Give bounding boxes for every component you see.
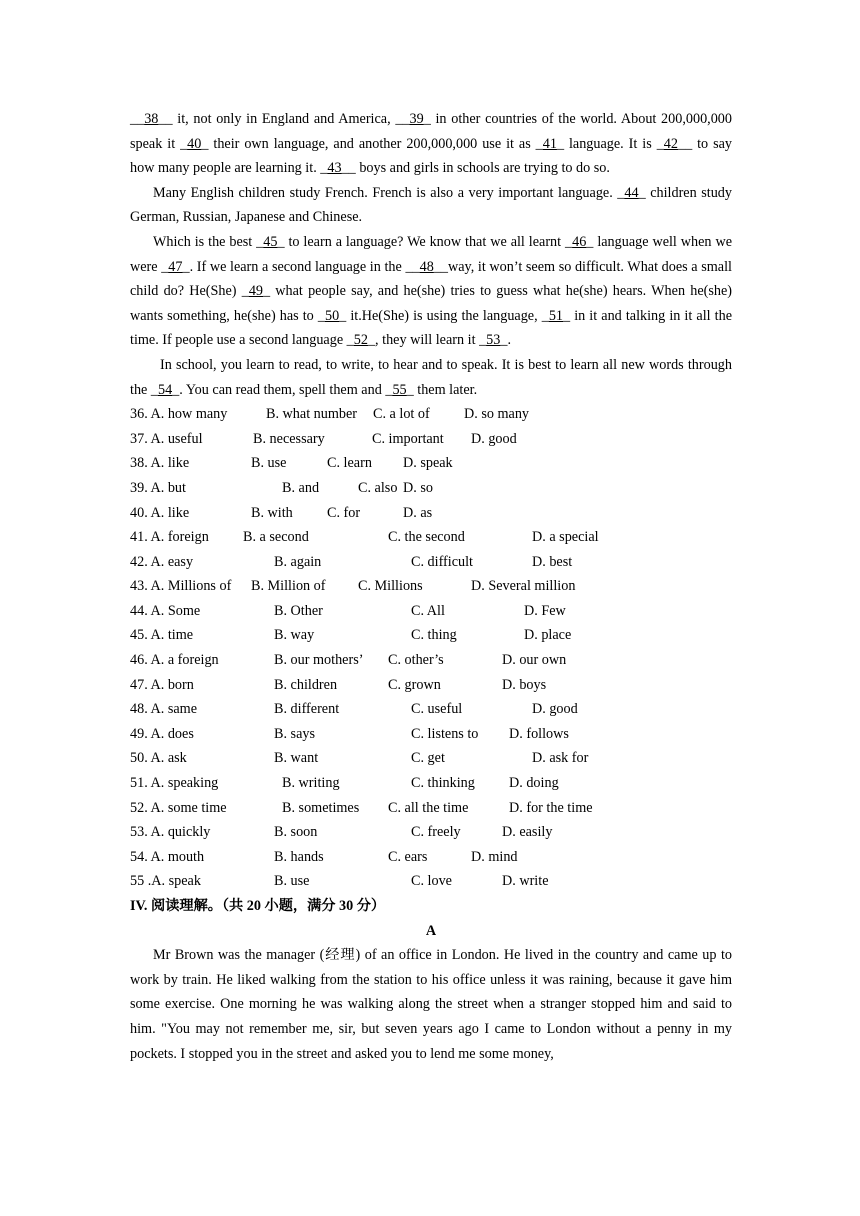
text: boys and girls in schools are trying to do so. bbox=[355, 160, 610, 177]
text: what people say, and he(she) tries to guess what he(she) hears. When he(she) wants something, he(she) has to bbox=[130, 283, 732, 324]
option-d: D. Several million bbox=[471, 578, 576, 595]
blank-46: 46 bbox=[572, 233, 587, 250]
blank-48: 48 bbox=[419, 258, 434, 275]
options-list bbox=[130, 402, 732, 894]
blank-39: 39 bbox=[409, 111, 424, 127]
blank-50: 50 bbox=[324, 307, 340, 324]
text: it, not only in England and America, bbox=[172, 111, 396, 127]
option-d: D. a special bbox=[532, 529, 599, 546]
passage-paragraph-2: Many English children study French. French is also a very important language. _44_ children study German, Russian, Japanese and Chinese. bbox=[130, 184, 732, 226]
option-b: B. use bbox=[274, 873, 310, 890]
option-row bbox=[130, 574, 732, 599]
option-c: C. thing bbox=[411, 627, 457, 644]
option-d: D. so many bbox=[464, 406, 530, 423]
option-a: 40. A. like bbox=[130, 504, 190, 521]
option-c: C. learn bbox=[327, 455, 372, 472]
text: in other countries of the world. About 200,000,000 speak it bbox=[130, 111, 732, 152]
option-a: 45. A. time bbox=[130, 627, 194, 644]
text: way, it won’t seem so difficult. What does a small child do? He(She) bbox=[130, 258, 732, 300]
blank-41: 41 bbox=[542, 135, 557, 152]
text: . You can read them, spell them and bbox=[179, 381, 386, 398]
option-a: 49. A. does bbox=[130, 725, 194, 742]
text: their own language, and another 200,000,000 use it as bbox=[208, 135, 536, 152]
blank-54: 54 bbox=[157, 381, 173, 398]
passage-paragraph-3: Which is the best _45_ to learn a language? We know that we all learnt _46_ language well when we were _47_. If we learn a second language in the __48__way, it won’t seem so difficult. What does a small child do? He(She) _49_ what people say, and he(she) tries to guess what he(she) hears. When he(she) wants something, he(she) has to _50_ it.He(She) is using the language, _51_ in it and talking in it all the time. If people use a second language _52_, they will learn it _53_. bbox=[130, 233, 732, 349]
option-c: C. difficult bbox=[411, 553, 474, 570]
option-a: 53. A. quickly bbox=[130, 824, 211, 841]
text: children study German, Russian, Japanese and Chinese. bbox=[130, 184, 732, 226]
passage-paragraph-4: In school, you learn to read, to write, to hear and to speak. It is best to learn all new words through the _54_. You can read them, spell them and _55_ them later. bbox=[130, 356, 732, 398]
passage-paragraph-1: __38__ it, not only in England and America, __39_ in other countries of the world. About 200,000,000 speak it _40_ their own language, and another 200,000,000 use it as _41_ language. It is _42__ to say how many people are learning it. _43__ boys and girls in schools are trying to do so. bbox=[130, 111, 733, 177]
option-b: B. hands bbox=[274, 848, 324, 865]
option-a: 52. A. some time bbox=[130, 799, 227, 816]
option-d: D. place bbox=[524, 627, 572, 644]
option-d: D. Few bbox=[524, 602, 566, 619]
option-c: C. grown bbox=[388, 676, 441, 693]
blank-53: 53 bbox=[486, 332, 501, 349]
option-c: C. listens to bbox=[411, 725, 479, 742]
option-a: 48. A. same bbox=[130, 701, 197, 718]
option-a: 36. A. how many bbox=[130, 406, 228, 423]
subsection-title: A bbox=[425, 922, 437, 939]
blank-44: 44 bbox=[624, 184, 639, 201]
option-b: B. sometimes bbox=[282, 799, 360, 816]
option-d: D. ask for bbox=[532, 750, 589, 767]
option-d: D. for the time bbox=[509, 799, 593, 816]
option-d: D. as bbox=[403, 504, 433, 521]
option-c: C. the second bbox=[388, 529, 465, 546]
option-a: 46. A. a foreign bbox=[130, 652, 219, 669]
option-a: 38. A. like bbox=[130, 455, 190, 472]
option-b: B. again bbox=[274, 553, 322, 570]
blank-42: 42 bbox=[663, 135, 678, 152]
option-a: 37. A. useful bbox=[130, 430, 203, 447]
option-row bbox=[130, 427, 732, 452]
text: . bbox=[507, 332, 511, 349]
option-row bbox=[130, 648, 732, 673]
option-c: C. important bbox=[372, 430, 444, 447]
option-a: 54. A. mouth bbox=[130, 848, 205, 865]
text: language. It is bbox=[564, 135, 657, 152]
text: to say how many people are learning it. bbox=[130, 135, 733, 177]
option-c: C. a lot of bbox=[373, 406, 430, 423]
option-c: C. other’s bbox=[388, 652, 444, 669]
blank-47: 47 bbox=[168, 258, 183, 275]
option-b: B. necessary bbox=[253, 430, 325, 447]
option-c: C. for bbox=[327, 504, 361, 521]
option-d: D. follows bbox=[509, 725, 569, 742]
option-row bbox=[130, 796, 732, 821]
option-row bbox=[130, 501, 732, 526]
blank-45: 45 bbox=[263, 233, 278, 250]
option-c: C. Millions bbox=[358, 578, 423, 595]
option-row bbox=[130, 550, 732, 575]
option-row bbox=[130, 697, 732, 722]
blank-52: 52 bbox=[353, 332, 368, 349]
option-d: D. boys bbox=[502, 676, 547, 693]
blank-40: 40 bbox=[187, 135, 202, 152]
option-a: 47. A. born bbox=[130, 676, 194, 693]
option-b: B. children bbox=[274, 676, 338, 693]
blank-55: 55 bbox=[392, 381, 407, 398]
text: in it and talking in it all the time. If people use a second language bbox=[130, 307, 732, 349]
option-a: 41. A. foreign bbox=[130, 529, 209, 546]
option-b: B. Other bbox=[274, 602, 323, 619]
option-c: C. all the time bbox=[388, 799, 469, 816]
option-row bbox=[130, 771, 732, 796]
option-a: 44. A. Some bbox=[130, 602, 201, 619]
option-b: B. Million of bbox=[251, 578, 326, 595]
option-row bbox=[130, 820, 732, 845]
option-row bbox=[130, 525, 732, 550]
reading-a-paragraph: Mr Brown was the manager (经理) of an office in London. He lived in the country and came up to work by train. He liked walking from the station to his office unless it was raining, because it gave him some exercise. One morning he was walking along the street when a stranger stopped him and said to him. "You may not remember me, sir, but seven years ago I came to London without a penny in my pockets. I stopped you in the street and asked you to lend me some money, bbox=[130, 947, 732, 1062]
option-row bbox=[130, 845, 732, 870]
option-row bbox=[130, 746, 732, 771]
option-a: 51. A. speaking bbox=[130, 775, 219, 792]
option-d: D. good bbox=[532, 701, 578, 718]
option-a: 50. A. ask bbox=[130, 750, 187, 767]
text: Which is the best bbox=[153, 233, 257, 250]
option-d: D. good bbox=[471, 430, 517, 447]
document-page bbox=[130, 107, 732, 1066]
option-b: B. with bbox=[251, 504, 293, 521]
option-row bbox=[130, 623, 732, 648]
option-b: B. our mothers’ bbox=[274, 652, 364, 669]
option-b: B. says bbox=[274, 725, 315, 742]
option-b: B. writing bbox=[282, 775, 340, 792]
option-c: C. ears bbox=[388, 848, 428, 865]
option-d: D. mind bbox=[471, 848, 518, 865]
text: Many English children study French. French is also a very important language. bbox=[153, 184, 618, 201]
option-row bbox=[130, 722, 732, 747]
blank-51: 51 bbox=[548, 307, 564, 324]
option-a: 39. A. but bbox=[130, 479, 186, 496]
option-d: D. best bbox=[532, 553, 573, 570]
option-a: 55 .A. speak bbox=[130, 873, 201, 890]
option-a: 42. A. easy bbox=[130, 553, 194, 570]
option-row bbox=[130, 599, 732, 624]
option-c: C. get bbox=[411, 750, 445, 767]
option-b: B. way bbox=[274, 627, 315, 644]
option-d: D. our own bbox=[502, 652, 567, 669]
option-c: C. thinking bbox=[411, 775, 475, 792]
section-heading: IV. 阅读理解。（共 20 小题，满分 30 分） bbox=[130, 898, 386, 914]
option-c: C. freely bbox=[411, 824, 461, 841]
option-b: B. want bbox=[274, 750, 319, 767]
option-b: B. what number bbox=[266, 406, 358, 423]
option-row bbox=[130, 402, 732, 427]
option-b: B. use bbox=[251, 455, 287, 472]
text: . If we learn a second language in the bbox=[189, 258, 406, 275]
option-row bbox=[130, 673, 732, 698]
text: it.He(She) is using the language, bbox=[346, 307, 542, 324]
option-c: C. love bbox=[411, 873, 452, 890]
option-b: B. a second bbox=[243, 529, 309, 546]
option-c: C. also bbox=[358, 479, 398, 496]
option-b: B. and bbox=[282, 479, 320, 496]
option-row bbox=[130, 869, 732, 894]
blank-49: 49 bbox=[248, 283, 263, 300]
option-d: D. easily bbox=[502, 824, 553, 841]
option-row bbox=[130, 476, 732, 501]
text: to learn a language? We know that we all learnt bbox=[284, 233, 566, 250]
option-row bbox=[130, 451, 732, 476]
option-d: D. write bbox=[502, 873, 549, 890]
option-d: D. doing bbox=[509, 775, 559, 792]
blank-38: 38 bbox=[144, 111, 159, 127]
text: language well when we were bbox=[130, 233, 732, 275]
text: , they will learn it bbox=[375, 332, 480, 349]
option-b: B. soon bbox=[274, 824, 318, 841]
option-c: C. All bbox=[411, 602, 445, 619]
option-a: 43. A. Millions of bbox=[130, 578, 232, 595]
option-d: D. speak bbox=[403, 455, 453, 472]
text: them later. bbox=[413, 381, 478, 398]
option-b: B. different bbox=[274, 701, 340, 718]
option-d: D. so bbox=[403, 479, 433, 496]
blank-43: 43 bbox=[327, 160, 342, 177]
option-c: C. useful bbox=[411, 701, 463, 718]
text: In school, you learn to read, to write, to hear and to speak. It is best to learn all new words through the bbox=[130, 356, 732, 398]
